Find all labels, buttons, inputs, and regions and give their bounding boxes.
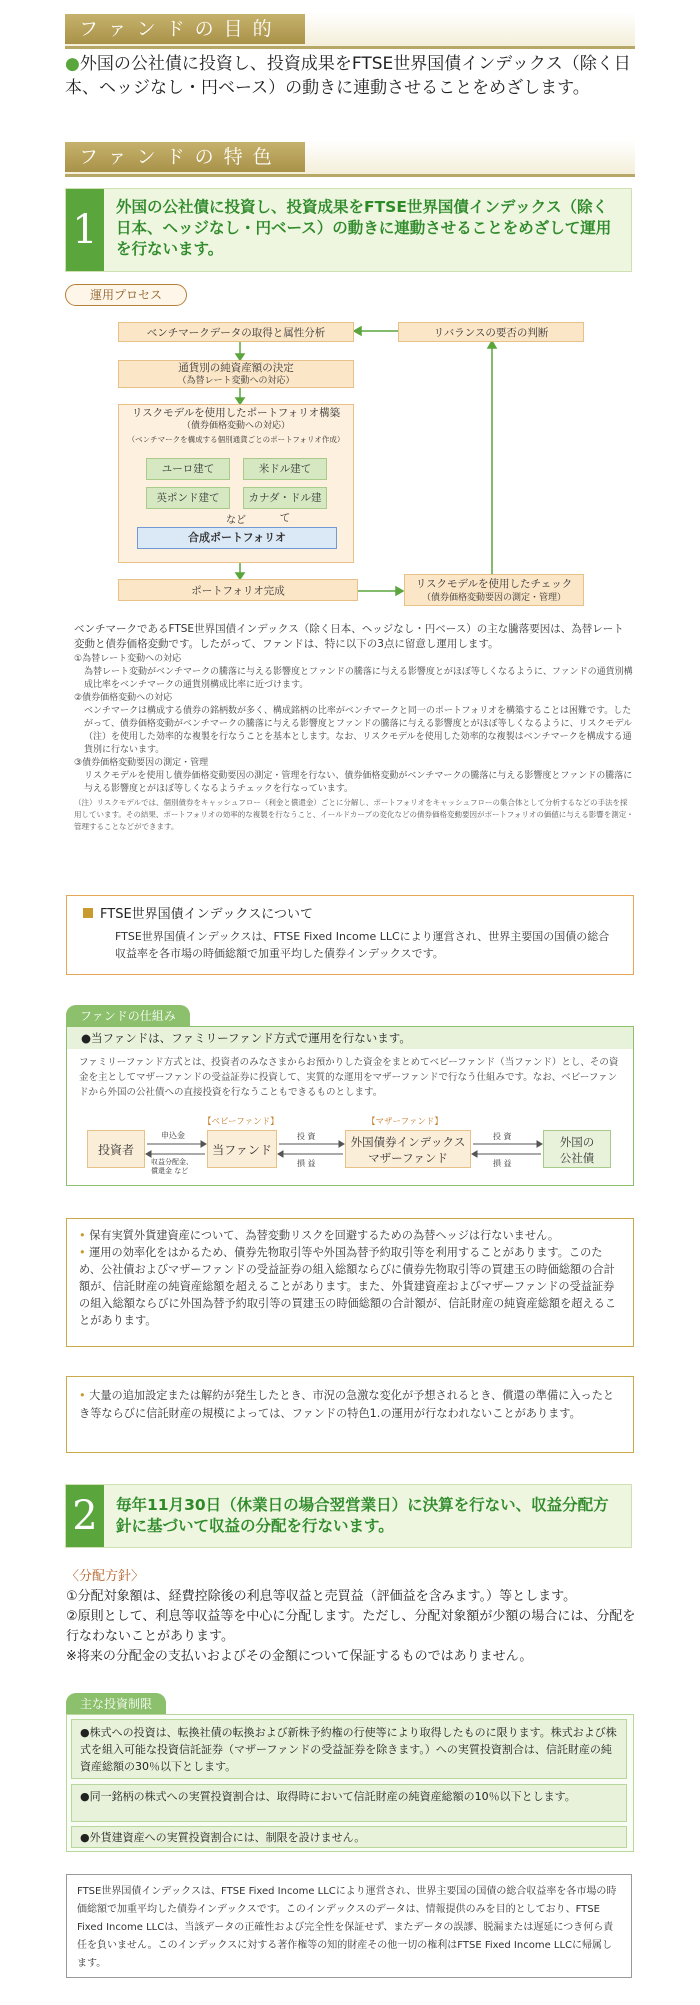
explain-intro: ベンチマークであるFTSE世界国債インデックス（除く日本、ヘッジなし・円ベース）の主な騰落要因は、為替レート変動と債券価格変動です。したがって、ファンドは、特に以下の3点に留意し運用します。	[74, 623, 624, 650]
explain-p1-title: ①為替レート変動への対応	[74, 654, 182, 664]
hedge-note-1: • 保有実質外貨建資産について、為替変動リスクを回避するための為替ヘッジは行ないません。	[79, 1229, 560, 1242]
features-header: ファンドの特色	[65, 142, 305, 172]
diagram-target-line2: 公社債	[559, 1151, 595, 1165]
diagram-dist-label	[151, 1158, 193, 1176]
explain-note: （注）リスクモデルでは、個別債券をキャッシュフロー（利金と償還金）ごとに分解し、ポートフォリオをキャッシュフローの集合体として分析するなどの手法を採用しています。その結果、ポートフォリオの効率的な複製を行なうこと、イールドカーブの変化などの債券価格変動要因がポートフォリオの価値に与える影響を測定・管理することなどができます。	[74, 798, 634, 831]
distribution-policy	[66, 1567, 636, 1667]
diagram-profit2: 損 益	[493, 1159, 512, 1168]
limit-row-2: ●同一銘柄の株式への実質投資割合は、取得時において信託財産の純資産総額の10％以下とします。	[71, 1784, 627, 1822]
flow-currency-allocation-title: 通貨別の純資産額の決定	[178, 362, 294, 374]
large-flows-note: • 大量の追加設定または解約が発生したとき、市況の急激な変化が予想されるとき、償還の準備に入ったとき等ならびに信託財産の規模によっては、ファンドの特色1.の運用が行なわれないことがあります。	[79, 1389, 615, 1420]
currency-etc: など	[226, 515, 246, 526]
limits-box	[66, 1714, 634, 1852]
diagram-investor: 投資者	[87, 1130, 145, 1168]
process-label: 運用プロセス	[65, 284, 187, 306]
currency-gbp: 英ポンド建て	[146, 487, 230, 509]
limits-tab: 主な投資制限	[66, 1693, 166, 1715]
purpose-bullet-icon: ●	[65, 54, 80, 74]
purpose-header: ファンドの目的	[65, 14, 305, 44]
hedge-note-2-text: 運用の効率化をはかるため、債券先物取引等や外国為替予約取引等を利用することがあります。このため、公社債およびマザーファンドの受益証券の組入総額ならびに債券先物取引等の買建玉の時価総額の合計額が、信託財産の純資産総額を超えることがあります。また、外貨建資産およびマザーファンドの受益証券の組入総額ならびに外国為替予約取引等の買建玉の時価総額の合計額が、信託財産の純資産総額を超えることがあります。	[79, 1246, 617, 1327]
feature-1-number: 1	[66, 189, 104, 271]
ftse-square-icon	[83, 908, 93, 918]
diagram-baby-label: 【ベビーファンド】	[203, 1117, 279, 1127]
structure-lead: ●当ファンドは、ファミリーファンド方式で運用を行ないます。	[67, 1027, 633, 1049]
flow-portfolio-construction-sub2: （ベンチマークを構成する個別通貨ごとのポートフォリオ作成）	[127, 435, 345, 444]
diagram-mother-line1: 外国債券インデックス	[350, 1135, 466, 1149]
process-explanation	[74, 622, 634, 833]
flow-currency-allocation-sub: （為替レート変動への対応）	[177, 376, 295, 386]
flow-risk-check-title: リスクモデルを使用したチェック	[415, 578, 573, 590]
diagram-profit1: 損 益	[297, 1159, 316, 1168]
feature-1-text: 外国の公社債に投資し、投資成果をFTSE世界国債インデックス（除く日本、ヘッジなし・円ベース）の動きに連動させることをめざして運用を行ないます。	[116, 198, 612, 258]
diagram-dist-line2: 償還金 など	[151, 1167, 189, 1175]
flow-currency-allocation	[118, 360, 354, 388]
structure-text: ファミリーファンド方式とは、投資者のみなさまからお預かりした資金をまとめてベビーファンド（当ファンド）とし、その資金を主としてマザーファンドの受益証券に投資して、実質的な運用をマザーファンドで行なう仕組みです。なお、ベビーファンドから外国の公社債への直接投資を行なうこともできるものとします。	[79, 1057, 619, 1098]
large-flows-note-text: 大量の追加設定または解約が発生したとき、市況の急激な変化が予想されるとき、償還の準備に入ったとき等ならびに信託財産の規模によっては、ファンドの特色1.の運用が行なわれないことがあります。	[79, 1389, 615, 1420]
ftse-index-box	[66, 895, 634, 975]
ftse-box-title: FTSE世界国債インデックスについて	[100, 907, 314, 922]
distribution-heading: 〈分配方針〉	[66, 1569, 145, 1584]
explain-p3-text: リスクモデルを使用し債券価格変動要因の測定・管理を行ない、債券価格変動がベンチマークの騰落に与える影響度とファンドの騰落に与える影響度とがほぼ等しくなるようチェックを行なっています。	[84, 771, 633, 794]
distribution-item-1: ①分配対象額は、経費控除後の利息等収益と売買益（評価益を含みます。）等とします。	[66, 1589, 577, 1604]
limit-row-1: ●株式への投資は、転換社債の転換および新株予約権の行使等により取得したものに限ります。株式および株式を組入可能な投資信託証券（マザーファンドの受益証券を除きます。）への実質投資割合は、信託財産の純資産総額の30％以下とします。	[71, 1719, 627, 1779]
purpose-text-body: 外国の公社債に投資し、投資成果をFTSE世界国債インデックス（除く日本、ヘッジなし・円ベース）の動きに連動させることをめざします。	[65, 54, 631, 98]
feature-2-text: 毎年11月30日（休業日の場合翌営業日）に決算を行ない、収益分配方針に基づいて収益の分配を行ないます。	[116, 1496, 609, 1535]
large-flows-box	[66, 1376, 634, 1453]
flow-risk-check-sub: （債券価格変動要因の測定・管理）	[421, 593, 566, 603]
explain-p2-title: ②債券価格変動への対応	[74, 693, 173, 703]
structure-tab: ファンドの仕組み	[66, 1005, 190, 1027]
flow-portfolio-construction-title: リスクモデルを使用したポートフォリオ構築	[131, 407, 341, 419]
explain-p1-text: 為替レート変動がベンチマークの騰落に与える影響度とファンドの騰落に与える影響度とがほぼ等しくなるように、ファンドの通貨別構成比率をベンチマークの通貨別構成比率に近づけます。	[84, 667, 633, 690]
flow-rebalance: リバランスの要否の判断	[398, 322, 584, 342]
limit-row-3: ●外貨建資産への実質投資割合には、制限を設けません。	[71, 1826, 627, 1848]
currency-euro: ユーロ建て	[146, 458, 230, 480]
diagram-dist-line1: 収益分配金、	[151, 1158, 193, 1166]
distribution-item-2: ②原則として、利息等収益等を中心に分配します。ただし、分配対象額が少額の場合には、分配を行なわないことがあります。	[66, 1609, 636, 1644]
diagram-apply-label: 申込金	[161, 1131, 185, 1140]
disclaimer-text: FTSE世界国債インデックスは、FTSE Fixed Income LLCにより運営され、世界主要国の国債の総合収益率を各市場の時価総額で加重平均した債券インデックスです。このインデックスのデータは、情報提供のみを目的としており、FTSE Fixed Income LLCは、当該データの正確性および完全性を保証せず、またデータの誤謬、脱漏または遅延につき何ら責任を負いません。このインデックスに対する著作権等の知的財産その他一切の権利はFTSE Fixed Income LLCに帰属します。	[77, 1886, 617, 1969]
diagram-baby-fund: 当ファンド	[207, 1130, 277, 1168]
diagram-mother-line2: マザーファンド	[368, 1151, 448, 1165]
flow-portfolio-construction-sub1: （債券価格変動への対応）	[181, 421, 290, 431]
hedge-notes-box	[66, 1218, 634, 1347]
diagram-invest1: 投 資	[297, 1132, 316, 1141]
flow-composite-portfolio: 合成ポートフォリオ	[137, 527, 337, 549]
feature-2-number: 2	[66, 1485, 104, 1547]
currency-usd: 米ドル建て	[243, 458, 327, 480]
distribution-note: ※将来の分配金の支払いおよびその金額について保証するものではありません。	[66, 1649, 533, 1664]
feature-2-box	[65, 1484, 632, 1548]
structure-box	[66, 1026, 634, 1186]
diagram-mother-label: 【マザーファンド】	[367, 1117, 443, 1127]
disclaimer-box	[66, 1874, 632, 1978]
currency-cad: カナダ・ドル建て	[243, 487, 327, 509]
hedge-note-1-text: 保有実質外貨建資産について、為替変動リスクを回避するための為替ヘッジは行ないません。	[89, 1229, 560, 1242]
flow-risk-check	[404, 574, 584, 606]
flow-benchmark-data: ベンチマークデータの取得と属性分析	[118, 322, 354, 342]
flow-portfolio-complete: ポートフォリオ完成	[118, 579, 358, 601]
ftse-box-text: FTSE世界国債インデックスは、FTSE Fixed Income LLCにより運営され、世界主要国の国債の総合収益率を各市場の時価総額で加重平均した債券インデックスです。	[115, 930, 610, 960]
explain-p2-text: ベンチマークは構成する債券の銘柄数が多く、構成銘柄の比率がベンチマークと同一のポートフォリオを構築することは困難です。したがって、債券価格変動がベンチマークの騰落に与える影響度とファンドの騰落に与える影響度とがほぼ等しくなるように、リスクモデル（注）を使用した効率的な複製を行なうことを基本とします。なお、リスクモデルを使用した効率的な複製はベンチマークを構成する通貨別に行ないます。	[84, 706, 633, 755]
diagram-invest2: 投 資	[493, 1132, 512, 1141]
diagram-target-line1: 外国の	[559, 1135, 595, 1149]
hedge-note-2: • 運用の効率化をはかるため、債券先物取引等や外国為替予約取引等を利用することがあります。このため、公社債およびマザーファンドの受益証券の組入総額ならびに債券先物取引等の買建玉の時価総額の合計額が、信託財産の純資産総額を超えることがあります。また、外貨建資産およびマザーファンドの受益証券の組入総額ならびに外国為替予約取引等の買建玉の時価総額の合計額が、信託財産の純資産総額を超えることがあります。	[79, 1246, 617, 1327]
explain-p3-title: ③債券価格変動要因の測定・管理	[74, 758, 209, 768]
